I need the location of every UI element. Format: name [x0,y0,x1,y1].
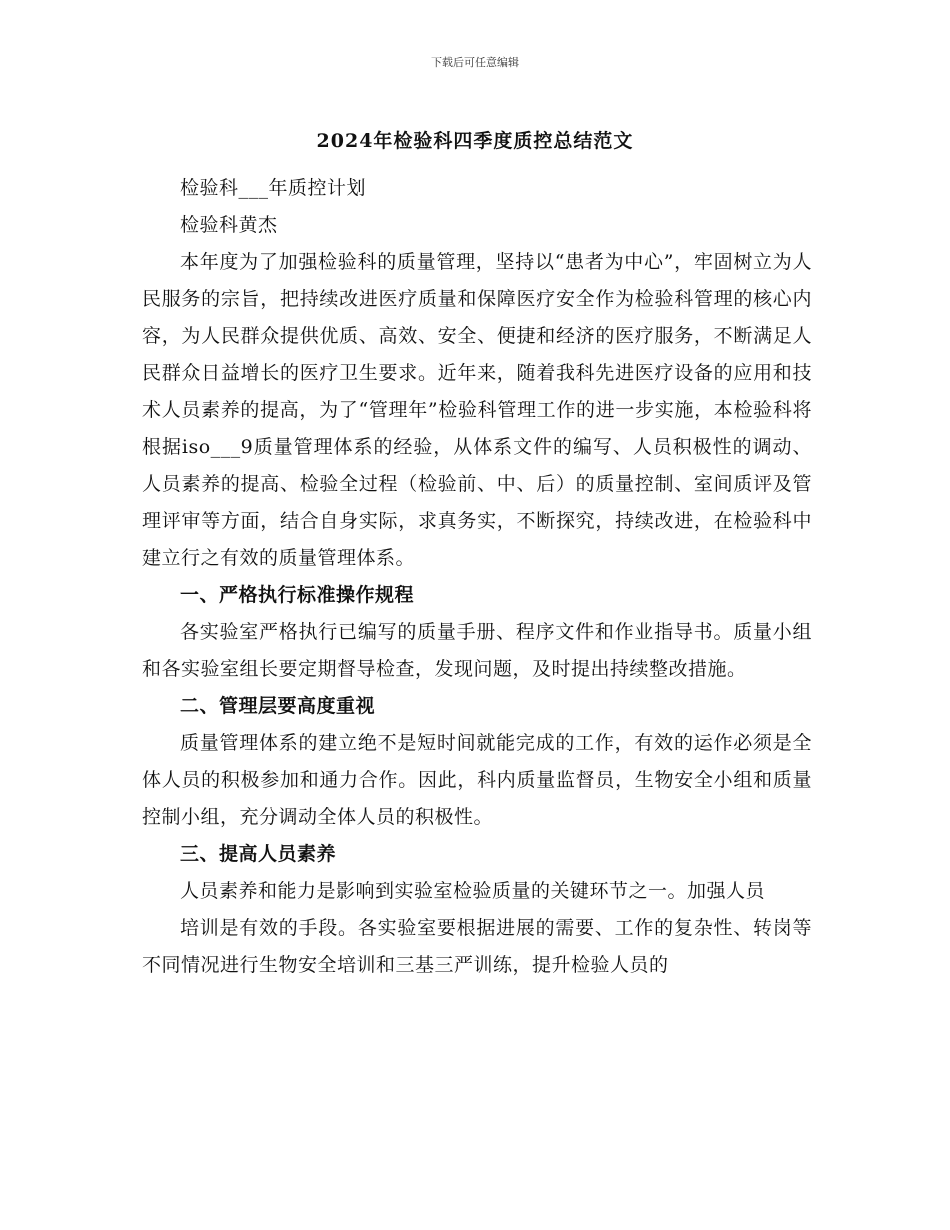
section-heading: 三、提高人员素养 [180,843,337,865]
document-title: 2024年检验科四季度质控总结范文 [316,130,634,152]
paragraph: 质量管理体系的建立绝不是短时间就能完成的工作，有效的运作必须是全体人员的积极参加和通力合作。因此，科内质量监督员，生物安全小组和质量控制小组，充分调动全体人员的积极性。 [142,732,812,828]
header-note: 下载后可任意编辑 [431,56,519,69]
section-heading: 一、严格执行标准操作规程 [180,584,415,606]
paragraph: 各实验室严格执行已编写的质量手册、程序文件和作业指导书。质量小组和各实验室组长要定期督导检查，发现问题，及时提出持续整改措施。 [142,621,812,680]
document-body [142,170,812,984]
paragraph: 人员素养和能力是影响到实验室检验质量的关键环节之一。加强人员 [180,880,766,902]
paragraph: 培训是有效的手段。各实验室要根据进展的需要、工作的复杂性、转岗等不同情况进行生物安全培训和三基三严训练，提升检验人员的 [142,917,812,976]
section-heading: 二、管理层要高度重视 [180,695,376,717]
paragraph: 检验科黄杰 [180,214,278,236]
paragraph: 检验科___年质控计划 [180,177,367,199]
paragraph: 本年度为了加强检验科的质量管理，坚持以“患者为中心”，牢固树立为人民服务的宗旨，把持续改进医疗质量和保障医疗安全作为检验科管理的核心内容，为人民群众提供优质、高效、安全、便捷和经济的医疗服务，不断满足人民群众日益增长的医疗卫生要求。近年来，随着我科先进医疗设备的应用和技术人员素养的提高，为了“管理年”检验科管理工作的进一步实施，本检验科将根据iso___9质量管理体系的经验，从体系文件的编写、人员积极性的调动、人员素养的提高、检验全过程（检验前、中、后）的质量控制、室间质评及管理评审等方面，结合自身实际，求真务实，不断探究，持续改进，在检验科中建立行之有效的质量管理体系。 [142,251,812,569]
